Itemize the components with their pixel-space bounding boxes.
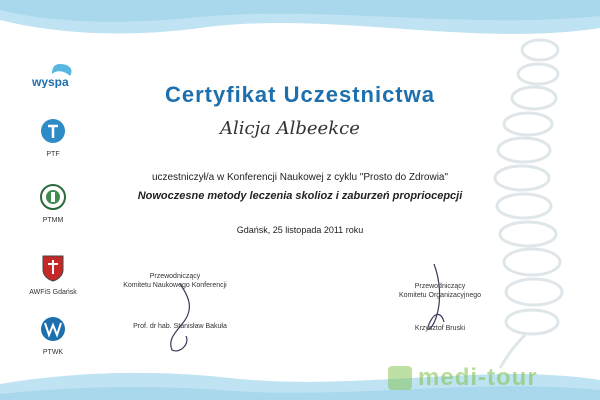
- ptwk-logo: [18, 316, 88, 356]
- organizing-chair-name: Krzysztof Bruski: [414, 325, 466, 332]
- conference-topic: Nowoczesne metody leczenia skolioz i zaburzeń propriocepcji: [137, 190, 463, 202]
- ptmm-label: PTMM: [42, 217, 64, 224]
- place-date: Gdańsk, 25 listopada 2011 roku: [236, 225, 364, 235]
- ptf-icon: [40, 118, 66, 144]
- scientific-chair-signature: [150, 280, 210, 360]
- organizing-committee-role: Komitetu Organizacyjnego: [398, 292, 482, 299]
- awfis-crest-icon: [41, 254, 65, 282]
- participant-name: Alicja Albeekce: [220, 118, 360, 139]
- scientific-chair-name: Prof. dr hab. Stanisław Bakuła: [133, 323, 227, 330]
- medi-tour-watermark: medi-tour: [418, 364, 538, 391]
- ptmm-icon: [40, 184, 66, 210]
- participation-line: uczestniczył/a w Konferencji Naukowej z cyklu "Prosto do Zdrowia": [151, 172, 449, 183]
- ptf-logo: [18, 118, 88, 158]
- awfis-logo: [18, 254, 88, 296]
- scientific-committee-role: Komitetu Naukowego Konferencji: [123, 282, 227, 289]
- organizing-chair-role: Przewodniczący: [414, 283, 466, 290]
- ptwk-label: PTWK: [42, 349, 64, 356]
- certificate-title: Certyfikat Uczestnictwa: [165, 82, 435, 107]
- ptwk-icon: [40, 316, 66, 342]
- wyspa-icon: [30, 60, 76, 88]
- wyspa-logo: [18, 60, 88, 93]
- scientific-chair-role: Przewodniczący: [149, 273, 201, 280]
- ptf-label: PTF: [46, 151, 60, 158]
- awfis-label: AWFiS Gdańsk: [29, 289, 77, 296]
- medi-tour-icon: [388, 366, 412, 390]
- wyspa-logo-text: wyspa: [32, 75, 69, 88]
- ptmm-logo: [18, 184, 88, 224]
